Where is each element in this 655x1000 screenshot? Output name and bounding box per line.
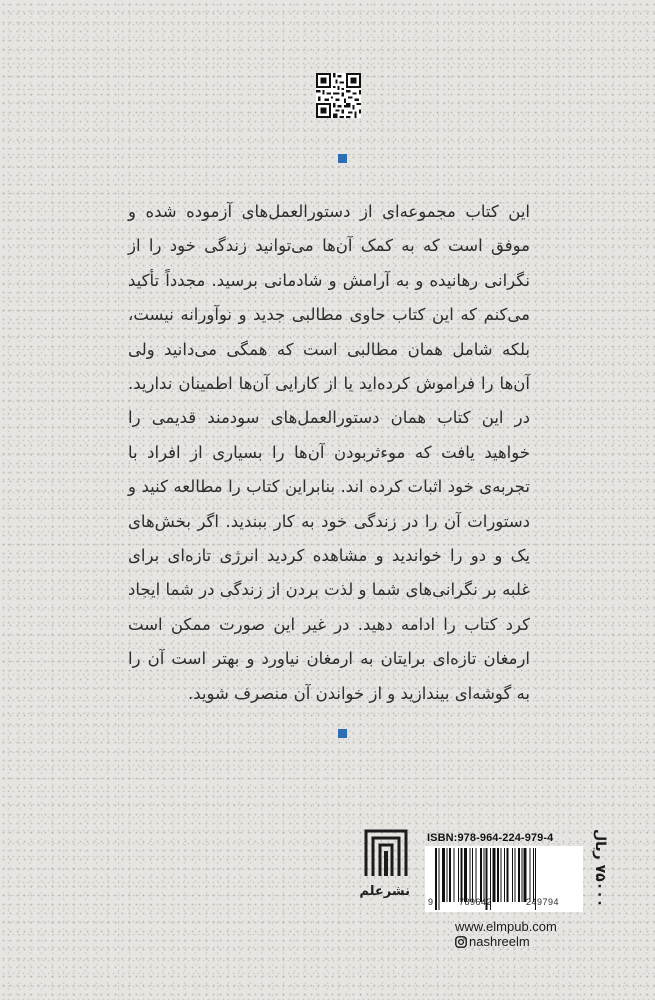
barcode-lead-digit: 9 (428, 897, 434, 907)
qr-code (316, 73, 361, 118)
bottom-square-ornament (338, 729, 347, 738)
back-cover-blurb: این کتاب مجموعه‌ای از دستورالعمل‌های آزموده شده و موفق است که به کمک آن‌ها می‌توانید زندگی خود را از نگرانی رهانیده و به آرامش و شادمانی برسید. مجدداً تأکید می‌کنم که این کتاب حاوی مطالبی جدید و نوآورانه نیست، بلکه شامل همان مطالبی است که همگی می‌دانید ولی آن‌ها را فراموش کرده‌اید یا از کارایی آن‌ها اطمینان ندارید. در این کتاب همان دستورالعمل‌های سودمند قدیمی را خواهید یافت که موءثربودن آن‌ها را بسیاری از افراد با تجربه‌ی خود اثبات کرده اند. بنابراین کتاب را مطالعه کنید و دستورات آن را در زندگی خود به کار ببندید. اگر بخش‌های یک و دو را خواندید و مشاهده کردید انرژی تازه‌ای برای غلبه بر نگرانی‌های شما و لذت بردن از زندگی در شما ایجاد کرد کتاب را ادامه دهید. در غیر این صورت ممکن است ارمغان تازه‌ای برایتان به ارمغان نیاورد و بهتر است آن را به گوشه‌ای بیندازید و از خواندن آن منصرف شوید. (128, 202, 530, 703)
barcode (425, 846, 583, 912)
instagram-icon (455, 936, 467, 948)
barcode-right-digits: 249794 (526, 897, 560, 907)
instagram-handle (455, 934, 530, 949)
isbn-number: ISBN:978-964-224-979-4 (427, 832, 554, 844)
publisher-logo-icon (362, 828, 410, 878)
price-label: ۷۵۰۰۰ ریال (592, 828, 608, 907)
instagram-handle-text: nashreelm (469, 934, 530, 949)
publisher-logo (359, 828, 410, 904)
website-url: www.elmpub.com (455, 919, 557, 934)
barcode-left-digits: 789642 (459, 897, 493, 907)
barcode-block (425, 832, 583, 916)
publisher-name: نشرعلم (359, 884, 410, 899)
top-square-ornament (338, 154, 347, 163)
